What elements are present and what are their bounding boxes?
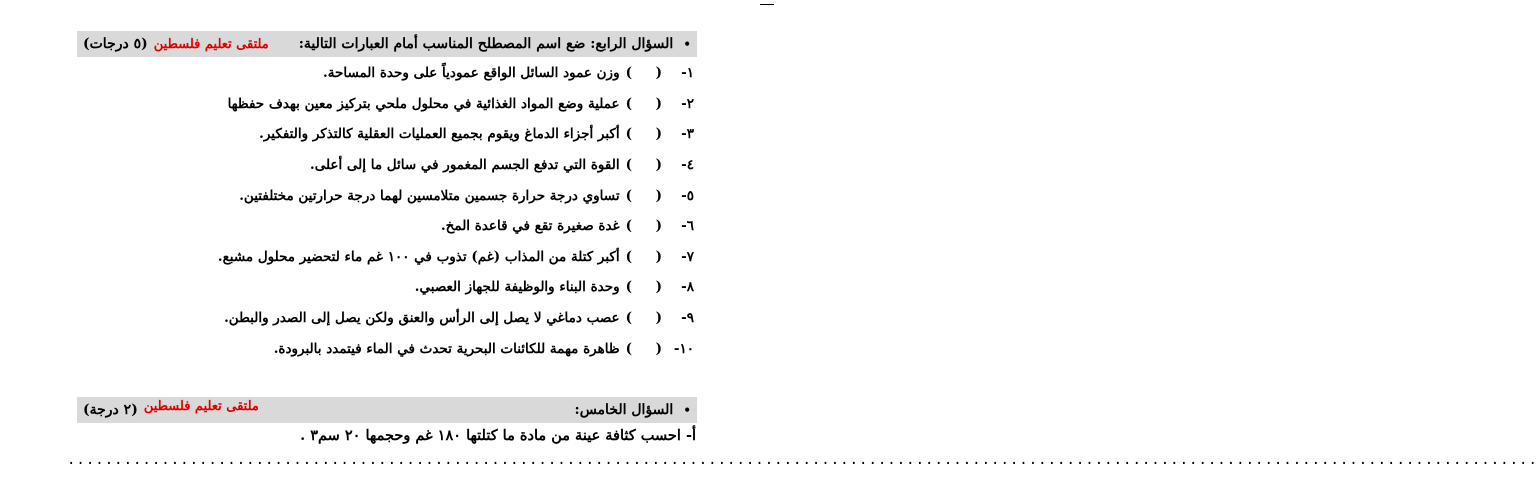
blank-open: ( — [655, 65, 662, 82]
list-item — [74, 150, 694, 181]
item-text: ظاهرة مهمة للكائنات البحرية تحدث في الماء فيتمدد بالبرودة. — [273, 340, 620, 357]
blank-close: ) — [625, 187, 632, 204]
list-item — [74, 211, 694, 242]
item-number: ٢- — [681, 95, 694, 112]
blank-open: ( — [655, 126, 662, 143]
item-number: ١٠- — [673, 340, 694, 357]
list-item — [74, 119, 694, 150]
item-text: وحدة البناء والوظيفة للجهاز العصبي. — [414, 279, 620, 296]
blank-open: ( — [655, 310, 662, 327]
item-number: ٨- — [681, 279, 694, 296]
brand-watermark: ملتقى تعليم فلسطين — [153, 36, 269, 52]
list-item — [74, 58, 694, 89]
question-5-grade: (٢ درجة) — [83, 402, 138, 418]
list-item — [74, 180, 694, 211]
item-number: ٤- — [681, 157, 694, 174]
bullet-icon: • — [683, 403, 691, 417]
brand-watermark: ملتقى تعليم فلسطين — [143, 398, 259, 414]
blank-close: ) — [625, 248, 632, 265]
item-number: ١- — [681, 65, 694, 82]
list-item — [74, 333, 694, 364]
question-4-list — [74, 58, 694, 364]
blank-open: ( — [655, 340, 662, 357]
blank-open: ( — [655, 218, 662, 235]
question-5-header — [77, 397, 697, 423]
list-item — [74, 242, 694, 273]
question-4-header — [77, 31, 697, 57]
blank-open: ( — [655, 157, 662, 174]
blank-open: ( — [655, 95, 662, 112]
blank-close: ) — [625, 157, 632, 174]
blank-close: ) — [625, 65, 632, 82]
top-underline — [760, 0, 774, 5]
question-5-title: السؤال الخامس: — [574, 402, 674, 418]
blank-close: ) — [625, 126, 632, 143]
question-4-title: السؤال الرابع: ضع اسم المصطلح المناسب أمام العبارات التالية: — [298, 36, 674, 52]
item-text: أكبر كتلة من المذاب (غم) تذوب في ١٠٠ غم ماء لتحضير محلول مشبع. — [217, 248, 620, 265]
answer-line: ............................................................................................................................................................ — [67, 452, 1538, 468]
item-text: القوة التي تدفع الجسم المغمور في سائل ما إلى أعلى. — [310, 157, 620, 174]
item-text: تساوي درجة حرارة جسمين متلامسين لهما درجة حرارتين مختلفتين. — [239, 187, 620, 204]
blank-close: ) — [625, 310, 632, 327]
question-4-grade: (٥ درجات) — [83, 36, 148, 52]
item-text: أكبر أجزاء الدماغ ويقوم بجميع العمليات العقلية كالتذكر والتفكير. — [259, 126, 620, 143]
blank-close: ) — [625, 340, 632, 357]
list-item — [74, 303, 694, 334]
item-number: ٦- — [681, 218, 694, 235]
item-text: عصب دماغي لا يصل إلى الرأس والعنق ولكن يصل إلى الصدر والبطن. — [224, 310, 620, 327]
item-number: ٥- — [681, 187, 694, 204]
bullet-icon: • — [683, 37, 691, 51]
blank-open: ( — [655, 279, 662, 296]
item-text: عملية وضع المواد الغذائية في محلول ملحي بتركيز معين بهدف حفظها — [227, 95, 620, 112]
item-text: غدة صغيرة تقع في قاعدة المخ. — [440, 218, 620, 235]
blank-open: ( — [655, 248, 662, 265]
blank-close: ) — [625, 218, 632, 235]
item-number: ٧- — [681, 248, 694, 265]
blank-close: ) — [625, 279, 632, 296]
question-5a-text: أ- احسب كثافة عينة من مادة ما كتلتها ١٨٠ غم وحجمها ٢٠ سم٣ . — [300, 427, 696, 444]
blank-open: ( — [655, 187, 662, 204]
item-number: ٣- — [681, 126, 694, 143]
list-item — [74, 272, 694, 303]
blank-close: ) — [625, 95, 632, 112]
item-text: وزن عمود السائل الواقع عمودياً على وحدة المساحة. — [323, 65, 620, 82]
list-item — [74, 89, 694, 120]
item-number: ٩- — [681, 310, 694, 327]
